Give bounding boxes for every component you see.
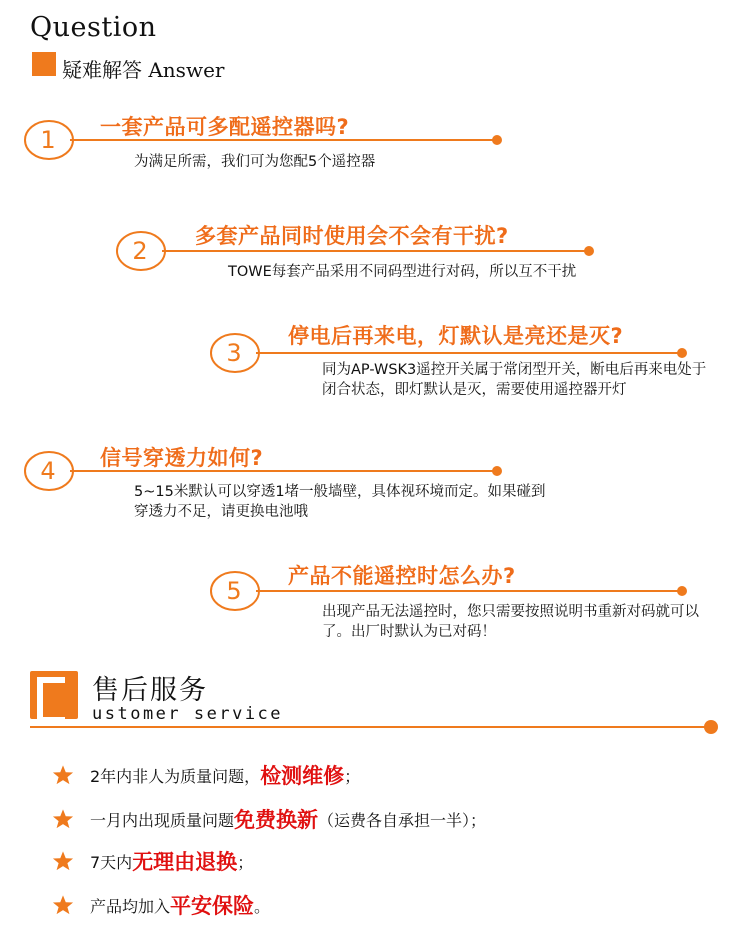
service-item-suffix: （运费各自承担一半）； xyxy=(318,810,487,830)
faq-question-3: 停电后再来电，灯默认是亮还是灭? xyxy=(288,324,624,348)
faq-number-1: 1 xyxy=(40,126,56,154)
faq-number-3: 3 xyxy=(226,339,242,367)
faq-dot-1 xyxy=(492,135,502,145)
service-item-1 xyxy=(52,760,360,790)
faq-answer-4: 5~15米默认可以穿透1堵一般墙壁，具体视环境而定。如果碰到穿透力不足，请更换电池哦 xyxy=(134,484,546,520)
star-icon xyxy=(52,764,74,786)
faq-dot-2 xyxy=(584,246,594,256)
service-item-suffix: ； xyxy=(237,852,254,872)
faq-dot-4 xyxy=(492,466,502,476)
service-dot xyxy=(704,720,718,734)
service-item-3 xyxy=(52,846,253,876)
service-item-text: 产品均加入 xyxy=(90,896,171,916)
faq-line-3 xyxy=(256,352,680,354)
faq-answer-2: TOWE每套产品采用不同码型进行对码，所以互不干扰 xyxy=(228,264,577,280)
faq-question-4: 信号穿透力如何? xyxy=(100,446,264,470)
service-item-highlight: 平安保险 xyxy=(170,894,255,918)
service-line xyxy=(30,726,710,728)
service-item-highlight: 无理由退换 xyxy=(132,850,238,874)
c-letter-icon xyxy=(30,671,78,719)
service-item-suffix: 。 xyxy=(254,896,271,916)
service-item-text: 2年内非人为质量问题， xyxy=(90,766,261,786)
service-subtitle: ustomer service xyxy=(92,704,284,724)
faq-number-5: 5 xyxy=(226,577,242,605)
service-item-text: 一月内出现质量问题 xyxy=(90,810,235,830)
service-item-highlight: 免费换新 xyxy=(234,808,319,832)
subtitle-en: Answer xyxy=(148,58,225,82)
page-title: Question xyxy=(30,12,157,43)
faq-line-2 xyxy=(162,250,587,252)
service-item-4 xyxy=(52,890,270,920)
faq-question-1: 一套产品可多配遥控器吗? xyxy=(100,115,350,139)
page-subtitle xyxy=(62,54,224,83)
faq-number-2: 2 xyxy=(132,237,148,265)
faq-dot-3 xyxy=(677,348,687,358)
service-item-text: 7天内 xyxy=(90,852,133,872)
service-item-2 xyxy=(52,804,486,834)
star-icon xyxy=(52,850,74,872)
star-icon xyxy=(52,894,74,916)
title-square-icon xyxy=(32,52,56,76)
faq-line-5 xyxy=(256,590,680,592)
faq-question-2: 多套产品同时使用会不会有干扰? xyxy=(195,224,509,248)
faq-number-4: 4 xyxy=(40,457,56,485)
faq-answer-1: 为满足所需，我们可为您配5个遥控器 xyxy=(134,154,376,170)
star-icon xyxy=(52,808,74,830)
service-title: 售后服务 xyxy=(92,675,208,706)
faq-answer-3: 同为AP-WSK3遥控开关属于常闭型开关，断电后再来电处于闭合状态，即灯默认是灭，需要使用遥控器开灯 xyxy=(322,362,707,398)
faq-dot-5 xyxy=(677,586,687,596)
faq-answer-5: 出现产品无法遥控时，您只需要按照说明书重新对码就可以了。出厂时默认为已对码！ xyxy=(322,604,699,640)
faq-question-5: 产品不能遥控时怎么办? xyxy=(288,564,516,588)
subtitle-cn: 疑难解答 xyxy=(62,58,142,82)
service-item-highlight: 检测维修 xyxy=(260,764,345,788)
service-item-suffix: ； xyxy=(344,766,361,786)
